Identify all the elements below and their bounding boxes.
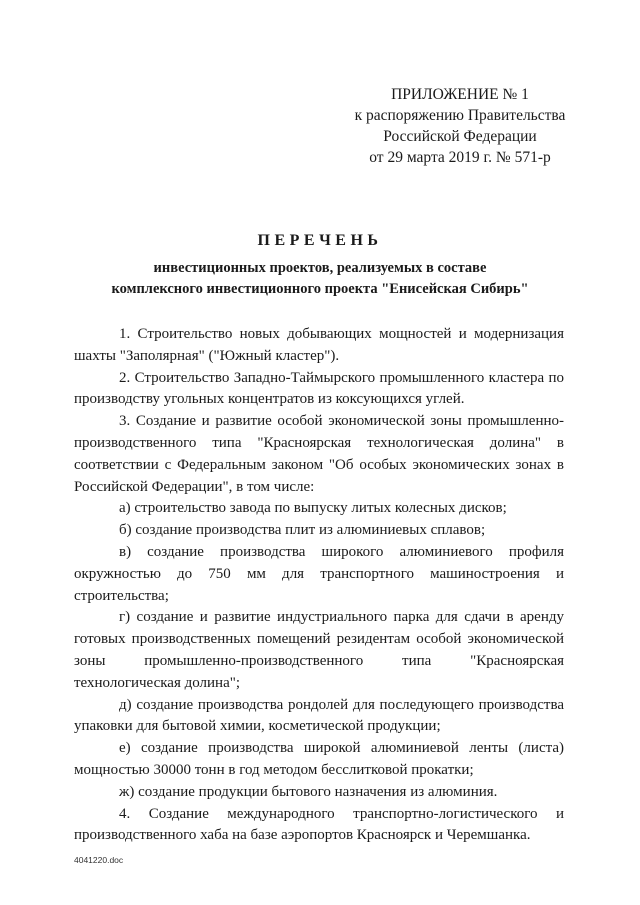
annex-order-ref: к распоряжению Правительства: [354, 107, 566, 124]
annex-government: Российской Федерации: [383, 128, 537, 145]
subtitle-line-1: инвестиционных проектов, реализуемых в составе: [153, 260, 487, 276]
sub-item-a: а) строительство завода по выпуску литых колесных дисков;: [119, 500, 507, 517]
document-title: ПЕРЕЧЕНЬ: [257, 232, 383, 249]
document-body: [74, 324, 564, 847]
sub-item-e: е) создание производства широкой алюминиевой ленты (листа) мощностью 30000 тонн в год методом бесслитковой прокатки;: [74, 740, 564, 778]
list-item-2: 2. Строительство Западно-Таймырского промышленного кластера по производству угольных концентратов из коксующихся углей.: [74, 369, 564, 408]
sub-item-b: б) создание производства плит из алюминиевых сплавов;: [119, 522, 486, 539]
sub-item-zh: ж) создание продукции бытового назначения из алюминия.: [119, 783, 498, 800]
sub-item-v: в) создание производства широкого алюминиевого профиля окружностью до 750 мм для транспортного машиностроения и строительства;: [74, 543, 564, 604]
annex-number: ПРИЛОЖЕНИЕ № 1: [391, 86, 529, 103]
annex-date: от 29 марта 2019 г. № 571-р: [369, 149, 551, 166]
list-item-1: 1. Строительство новых добывающих мощностей и модернизация шахты "Заполярная" ("Южный кластер").: [74, 326, 564, 364]
document-subtitle: [0, 258, 640, 300]
file-name-footer: 4041220.doc: [74, 855, 124, 865]
annex-header: [340, 84, 580, 168]
subtitle-line-2: комплексного инвестиционного проекта "Енисейская Сибирь": [111, 281, 529, 297]
list-item-4: 4. Создание международного транспортно-логистического и производственного хаба на базе аэропортов Красноярск и Черемшанка.: [74, 805, 564, 844]
sub-item-d: д) создание производства рондолей для последующего производства упаковки для бытовой химии, косметической продукции;: [74, 696, 564, 735]
list-item-3: 3. Создание и развитие особой экономической зоны промышленно-производственного типа "Красноярская технологическая долина" в соответствии с Федеральным законом "Об особых экономических зонах в Российской Федерации", в том числе:: [74, 413, 564, 495]
sub-item-g: г) создание и развитие индустриального парка для сдачи в аренду готовых производственных помещений резидентам особой экономической зоны промышленно-производственного типа "Красноярская технологическая долина";: [74, 609, 564, 691]
